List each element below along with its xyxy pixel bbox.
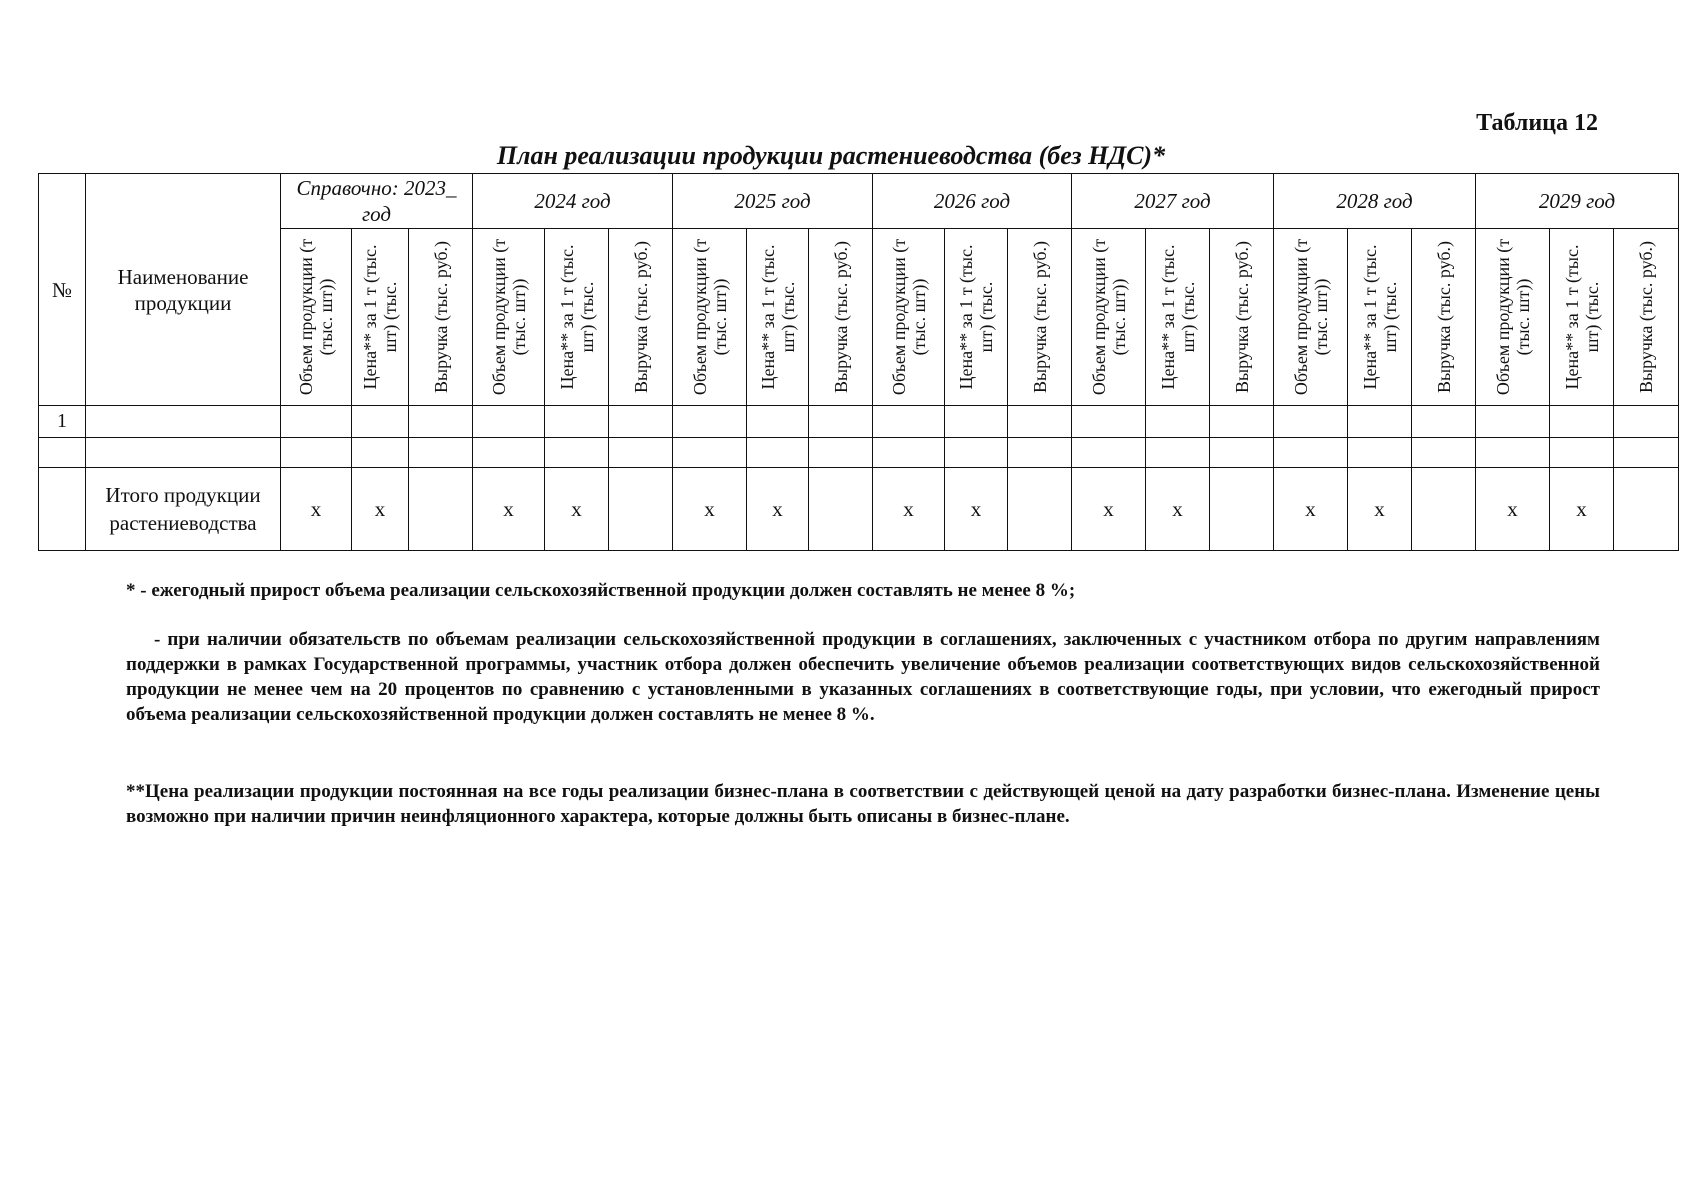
table-cell: [1072, 406, 1146, 438]
table-cell: [281, 438, 352, 468]
sub-volume-text: Объем продукции (т (тыс. шт)): [689, 238, 730, 396]
table-cell: [1008, 406, 1072, 438]
sub-revenue: [609, 229, 673, 406]
table-cell: [609, 406, 673, 438]
table-cell: [1210, 468, 1274, 551]
sub-price-text: Цена** за 1 т (тыс. шт) (тыс.: [1157, 244, 1198, 390]
table-cell: [1146, 438, 1210, 468]
table-cell: [545, 406, 609, 438]
table-cell: [1614, 406, 1679, 438]
table-cell: [673, 406, 747, 438]
header-year-2024: 2024 год: [473, 174, 673, 229]
sub-revenue: [409, 229, 473, 406]
sub-price: [352, 229, 409, 406]
x-mark: х: [747, 468, 809, 551]
header-year-2026: 2026 год: [873, 174, 1072, 229]
table-cell: [747, 438, 809, 468]
x-mark: х: [1274, 468, 1348, 551]
table-cell: [945, 406, 1008, 438]
sub-volume: [1072, 229, 1146, 406]
x-mark: х: [281, 468, 352, 551]
sub-revenue-text: Выручка (тыс. руб.): [1433, 241, 1454, 393]
sub-revenue: [1008, 229, 1072, 406]
sub-revenue-text: Выручка (тыс. руб.): [830, 241, 851, 393]
header-year-2023: Справочно: 2023_ год: [281, 174, 473, 229]
footnote-growth: * - ежегодный прирост объема реализации сельскохозяйственной продукции должен составлять не менее 8 %;: [126, 580, 1076, 601]
table-cell: [1476, 406, 1550, 438]
table-cell: [809, 468, 873, 551]
table-cell: [1274, 406, 1348, 438]
sub-revenue: [1412, 229, 1476, 406]
table-cell: [86, 406, 281, 438]
table-cell: [1476, 438, 1550, 468]
table-cell: [39, 468, 86, 551]
table-cell: [86, 438, 281, 468]
table-cell: [873, 438, 945, 468]
sub-volume: [1274, 229, 1348, 406]
sub-volume: [281, 229, 352, 406]
table-cell: [1614, 438, 1679, 468]
table-cell: [1550, 406, 1614, 438]
table-cell: [409, 468, 473, 551]
sub-volume: [1476, 229, 1550, 406]
table-cell: [809, 406, 873, 438]
sub-volume: [873, 229, 945, 406]
sub-volume: [473, 229, 545, 406]
table-cell: [1008, 438, 1072, 468]
header-year-2028: 2028 год: [1274, 174, 1476, 229]
sub-price-text: Цена** за 1 т (тыс. шт) (тыс.: [757, 244, 798, 390]
total-label: Итого продукции растениеводства: [86, 468, 281, 551]
table-title: План реализации продукции растениеводства (без НДС)*: [496, 141, 1166, 170]
table-cell: [1008, 468, 1072, 551]
table-cell: [747, 406, 809, 438]
table-cell: [1412, 406, 1476, 438]
table-cell: [409, 406, 473, 438]
x-mark: х: [473, 468, 545, 551]
table-cell: [545, 438, 609, 468]
table-cell: [352, 406, 409, 438]
sub-price: [545, 229, 609, 406]
sub-price: [1146, 229, 1210, 406]
header-product-name: Наименование продукции: [86, 174, 281, 406]
table-cell: [1614, 468, 1679, 551]
header-number: №: [39, 174, 86, 406]
table-cell: [1146, 406, 1210, 438]
x-mark: х: [873, 468, 945, 551]
table-cell: [409, 438, 473, 468]
table-cell: [1274, 438, 1348, 468]
table-cell: [945, 438, 1008, 468]
table-number: Таблица 12: [1476, 110, 1598, 136]
table-row: [39, 406, 1679, 438]
table-cell: [281, 406, 352, 438]
sub-revenue-text: Выручка (тыс. руб.): [430, 241, 451, 393]
row-number: 1: [39, 406, 86, 438]
table-cell: [1348, 438, 1412, 468]
sub-price-text: Цена** за 1 т (тыс. шт) (тыс.: [360, 244, 400, 390]
x-mark: х: [1348, 468, 1412, 551]
table-cell: [1210, 438, 1274, 468]
sub-volume-text: Объем продукции (т (тыс. шт)): [488, 238, 529, 396]
plan-table: [38, 173, 1679, 551]
sub-price: [945, 229, 1008, 406]
sub-price-text: Цена** за 1 т (тыс. шт) (тыс.: [956, 244, 996, 390]
header-year-2025: 2025 год: [673, 174, 873, 229]
sub-revenue: [1210, 229, 1274, 406]
sub-price-text: Цена** за 1 т (тыс. шт) (тыс.: [1561, 244, 1602, 390]
table-cell: [1550, 438, 1614, 468]
table-cell: [473, 406, 545, 438]
header-year-2029: 2029 год: [1476, 174, 1679, 229]
table-cell: [1210, 406, 1274, 438]
table-cell: [1072, 438, 1146, 468]
sub-revenue: [1614, 229, 1679, 406]
x-mark: х: [1476, 468, 1550, 551]
table-cell: [352, 438, 409, 468]
table-row: [39, 438, 1679, 468]
table-cell: [39, 438, 86, 468]
x-mark: х: [545, 468, 609, 551]
table-cell: [673, 438, 747, 468]
x-mark: х: [673, 468, 747, 551]
sub-revenue-text: Выручка (тыс. руб.): [1029, 241, 1050, 393]
sub-price-text: Цена** за 1 т (тыс. шт) (тыс.: [1359, 244, 1400, 390]
header-year-2027: 2027 год: [1072, 174, 1274, 229]
footnote-price: **Цена реализации продукции постоянная на все годы реализации бизнес-плана в соответствии с действующей ценой на дату разработки бизнес-плана. Изменение цены возможно при наличии причин неинфляционного характера, которые должны быть описаны в бизнес-плане.: [126, 781, 1600, 827]
x-mark: х: [1550, 468, 1614, 551]
sub-price-text: Цена** за 1 т (тыс. шт) (тыс.: [556, 244, 597, 390]
sub-revenue-text: Выручка (тыс. руб.): [630, 241, 651, 393]
sub-price: [1550, 229, 1614, 406]
x-mark: х: [352, 468, 409, 551]
table-cell: [873, 406, 945, 438]
table-cell: [1348, 406, 1412, 438]
sub-price: [1348, 229, 1412, 406]
x-mark: х: [1072, 468, 1146, 551]
sub-volume-text: Объем продукции (т (тыс. шт)): [888, 238, 929, 396]
sub-volume-text: Объем продукции (т (тыс. шт)): [1492, 238, 1533, 396]
table-cell: [1412, 468, 1476, 551]
table-cell: [809, 438, 873, 468]
sub-volume-text: Объем продукции (т (тыс. шт)): [296, 238, 336, 396]
total-row: [39, 468, 1679, 551]
table-cell: [473, 438, 545, 468]
sub-revenue-text: Выручка (тыс. руб.): [1231, 241, 1252, 393]
sub-revenue-text: Выручка (тыс. руб.): [1636, 241, 1656, 393]
sub-volume: [673, 229, 747, 406]
x-mark: х: [945, 468, 1008, 551]
sub-price: [747, 229, 809, 406]
table-cell: [609, 468, 673, 551]
table-cell: [609, 438, 673, 468]
x-mark: х: [1146, 468, 1210, 551]
footnote-obligations: - при наличии обязательств по объемам реализации сельскохозяйственной продукции в соглашениях, заключенных с участником отбора по другим направлениям поддержки в рамках Государственной программы, участник отбора должен обеспечить увеличение объемов реализации соответствующих видов сельскохозяйственной продукции не менее чем на 20 процентов по сравнению с установленными в указанных соглашениях в соответствующие годы, при условии, что ежегодный прирост объема реализации сельскохозяйственной продукции должен составлять не менее 8 %.: [126, 629, 1600, 725]
sub-volume-text: Объем продукции (т (тыс. шт)): [1088, 238, 1129, 396]
sub-revenue: [809, 229, 873, 406]
table-cell: [1412, 438, 1476, 468]
sub-volume-text: Объем продукции (т (тыс. шт)): [1290, 238, 1331, 396]
